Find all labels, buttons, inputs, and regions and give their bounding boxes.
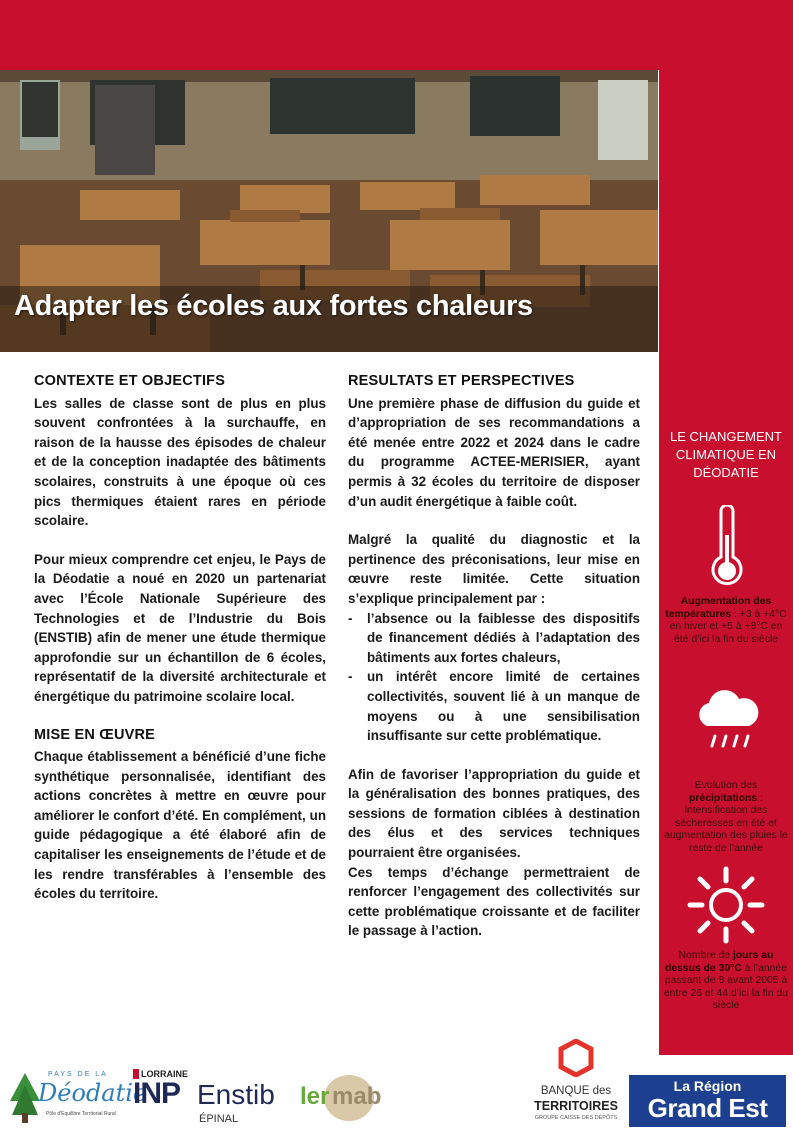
sun-icon (686, 865, 766, 945)
rain-cloud-icon (691, 688, 763, 752)
page-title: Adapter les écoles aux fortes chaleurs (14, 290, 533, 322)
section-heading-results: RESULTATS ET PERSPECTIVES (348, 373, 575, 389)
logo-region-line2: Grand Est (647, 1093, 768, 1123)
sidebar-title: LE CHANGEMENT CLIMATIQUE EN DÉODATIE (670, 429, 782, 480)
results-paragraph-2: Malgré la qualité du diagnostic et la pertinence des préconisations, leur mise en œuvre reste limitée. Cette situation s’explique principalement par : (348, 532, 640, 606)
implementation-paragraph: Chaque établissement a bénéficié d’une fiche synthétique personnalisée, identifiant des actions concrètes à mettre en œuvre pour améliorer le confort d’été. En complément, un guide pédagogique a été élaboré afin de capitaliser les enseignements de l’étude et de les rendre transférables à l’ensemble des écoles du territoire. (34, 749, 326, 902)
results-bullet-list (348, 609, 640, 746)
thermometer-icon (709, 505, 745, 591)
precipitation-note-text: : intensification des sécheresses en été et augmentation des pluies le reste de l’année (664, 792, 788, 854)
top-banner (0, 0, 793, 70)
results-paragraph-1: Une première phase de diffusion du guide et d’appropriation de ses recommandations a été menée entre 2022 et 2024 dans le cadre du programme ACTEE-MERISIER, ayant permis à 32 écoles du territoire de disposer d’un audit énergétique à faible coût. (348, 395, 640, 509)
hot-days-note-label: jours au dessus de 30°C (664, 950, 774, 974)
logo-region-line1: La Région (673, 1078, 742, 1094)
section-heading-implementation: MISE EN ŒUVRE (34, 726, 156, 743)
temperature-note (661, 596, 791, 646)
logo-pays-name: Déodatie (38, 1079, 148, 1107)
logo-banque-line3: GROUPE CAISSE DES DÉPÔTS (534, 1115, 618, 1121)
logo-region-grand-est (629, 1075, 786, 1127)
list-item: - un intérêt encore limité de certaines collectivités, souvent lié à un manque de moyens ou à une sensibilisation insuffisante sur cette problématique. (348, 667, 640, 745)
logo-enstib-text: Enstib (197, 1079, 275, 1110)
tree-icon (8, 1071, 42, 1123)
logo-lermab-a: ler (300, 1083, 330, 1110)
hero-image (0, 70, 658, 352)
left-column (34, 372, 326, 904)
precipitation-note-prefix: Evolution des (694, 780, 758, 791)
logo-lermab (298, 1075, 382, 1123)
logo-epinal-text: ÉPINAL (199, 1113, 239, 1125)
context-paragraph-2: Pour mieux comprendre cet enjeu, le Pays de la Déodatie a noué en 2020 un partenariat avec l’École Nationale Supérieure des Technologies et de l’Industrie du Bois (ENSTIB) afin de mener une étude thermique approfondie sur un échantillon de 6 écoles, représentatif de la diversité architecturale et énergétique du patrimoine scolaire local. (34, 551, 326, 704)
partner-logos (0, 1055, 793, 1135)
logo-lermab-b: mab (332, 1083, 382, 1110)
section-heading-context: CONTEXTE ET OBJECTIFS (34, 373, 226, 389)
hot-days-note-text: à l’année passant de 8 avant 2005 à entre 26 et 44 d’ici la fin du siècle (663, 962, 789, 1012)
context-paragraph-1: Les salles de classe sont de plus en plus souvent confrontées à la surchauffe, en raison de la hausse des épisodes de chaleur et de la conception inadaptée des bâtiments scolaires, construits à une époque où ces pics thermiques étaient rares en période scolaire. (34, 395, 326, 529)
logo-inp-text: INP (133, 1077, 181, 1110)
logo-banque-line2: TERRITOIRES (534, 1099, 618, 1113)
logo-lorraine-text: LORRAINE (141, 1069, 188, 1079)
precipitation-note-label: précipitations (689, 792, 758, 804)
logo-pays-deodatie (8, 1067, 148, 1125)
hot-days-note (661, 950, 791, 1013)
results-paragraph-3: Afin de favoriser l’appropriation du guide et la généralisation des bonnes pratiques, des sessions de formation ciblées à destination des élus et des services techniques pourraient être organisées. (348, 766, 640, 861)
precipitation-note (661, 780, 791, 856)
temperature-note-text: : +3 à +4°C en hiver et +5 à +8°C en été d’ici la fin du siècle (669, 608, 787, 645)
climate-sidebar (659, 70, 793, 1055)
hot-days-note-prefix: Nombre de (678, 950, 733, 961)
list-item: - l’absence ou la faiblesse des dispositifs de financement dédiés à l’adaptation des bâtiments aux fortes chaleurs, (348, 609, 640, 668)
hexagon-icon (558, 1039, 594, 1077)
logo-banque-line1: BANQUE des (540, 1085, 612, 1097)
logo-pays-small: PAYS DE LA (48, 1071, 108, 1078)
logo-pays-tag: Pôle d'Équilibre Territorial Rural (46, 1111, 116, 1117)
results-paragraph-4: Ces temps d’échange permettraient de renforcer l’engagement des collectivités sur cette problématique croissante et de faciliter le passage à l’action. (348, 864, 640, 939)
right-column (348, 372, 640, 941)
temperature-note-label: Augmentation des températures (665, 596, 772, 620)
logo-inp-enstib (133, 1069, 273, 1129)
logo-banque-territoires (528, 1039, 624, 1131)
